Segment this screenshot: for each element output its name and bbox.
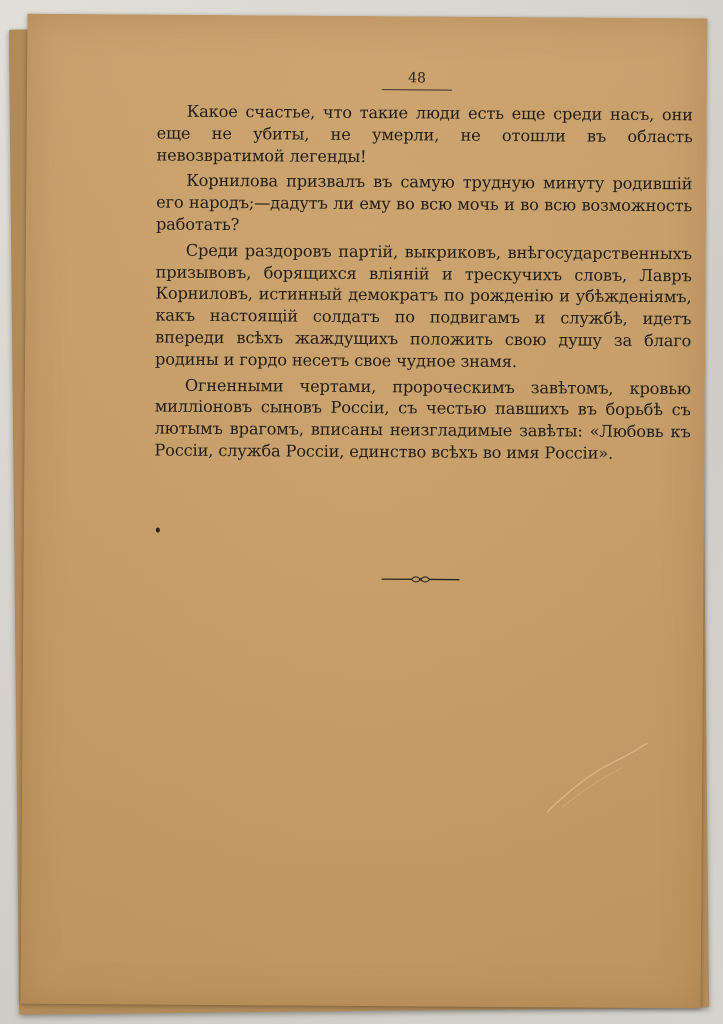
- paragraph-3: Среди раздоровъ партій, выкриковъ, внѣгосударственныхъ призывовъ, борящихся вліяній и трескучихъ словъ, Лавръ Корниловъ, истинный демократъ по рожденію и убѣжденіямъ, какъ настоящій солдатъ по подвигамъ и службѣ, идетъ впереди всѣхъ жаждущихъ положить свою душу за благо родины и гордо несетъ свое чудное знамя.: [154, 240, 692, 371]
- paragraph-1: Какое счастье, что такие люди есть еще среди насъ, они еще не убиты, не умерли, не отошли въ область невозвратимой легенды!: [156, 101, 693, 166]
- page-number-rule: [382, 89, 452, 90]
- book-page: [21, 14, 708, 1009]
- ink-fleck: [156, 528, 160, 533]
- paragraph-2: Корнилова призвалъ въ самую трудную минуту родившій его народъ;—дадутъ ли ему во всю мочь и во всю возможность работать?: [155, 171, 693, 235]
- paragraph-4: Огненными чертами, пророческимъ завѣтомъ, кровью милліоновъ сыновъ Россіи, съ честью павшихъ въ борьбѣ съ лютымъ врагомъ, вписаны неизгладимые завѣты: «Любовь къ Россіи, служба Россіи, единство всѣхъ во имя Россіи».: [154, 375, 691, 463]
- body-text: [154, 101, 693, 469]
- end-ornament: [381, 573, 459, 586]
- page-number: 48: [408, 70, 426, 87]
- paper-crease: [542, 737, 653, 818]
